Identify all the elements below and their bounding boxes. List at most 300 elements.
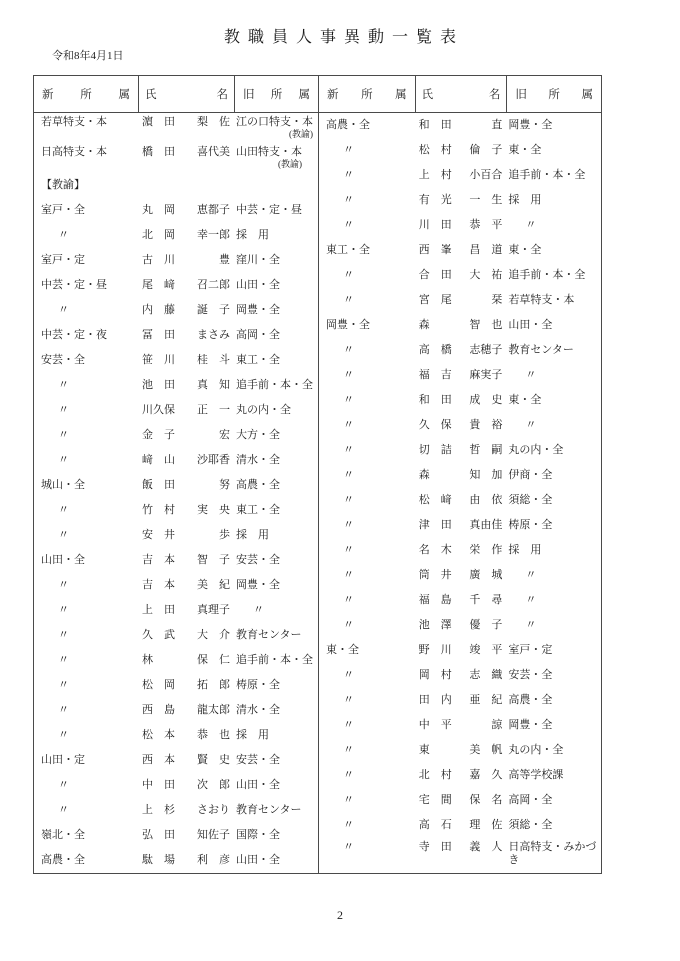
old-affiliation — [508, 644, 552, 657]
table-row — [34, 573, 318, 598]
old-affiliation-text: 追手前・本・全 — [508, 169, 586, 181]
new-affiliation-cell: 〃 — [343, 719, 354, 731]
name-cell — [415, 394, 507, 407]
old-affiliation-note: (教諭) — [278, 158, 302, 169]
surname: 池 澤 — [418, 619, 452, 631]
surname: 丸 岡 — [142, 204, 175, 216]
table-row — [319, 688, 601, 713]
old-affiliation — [508, 694, 552, 707]
old-affiliation-cell — [506, 469, 601, 482]
old-affiliation-cell — [234, 279, 318, 292]
new-affiliation-cell: 〃 — [343, 669, 354, 681]
new-affiliation-cell: 〃 — [58, 379, 69, 391]
name-cell — [138, 529, 234, 542]
header-char: 旧 — [515, 89, 527, 101]
new-affiliation-cell: 〃 — [343, 619, 354, 631]
surname: 西 本 — [142, 754, 175, 766]
table-row — [34, 223, 318, 248]
old-affiliation — [236, 204, 302, 217]
old-affiliation — [236, 529, 269, 542]
surname: 野 川 — [418, 644, 452, 656]
name-cell — [138, 379, 234, 392]
old-affiliation-text: 岡豊・全 — [236, 579, 280, 591]
old-affiliation — [508, 269, 585, 282]
old-affiliation-cell — [234, 116, 318, 141]
old-affiliation-cell — [234, 754, 318, 767]
name-cell — [138, 779, 234, 792]
old-affiliation-text: 山田特支・本 — [236, 146, 302, 158]
new-affiliation-cell: 〃 — [343, 344, 354, 356]
old-affiliation-text: 高等学校課 — [508, 769, 564, 781]
old-affiliation — [236, 146, 302, 169]
surname: 古 川 — [142, 254, 175, 266]
old-affiliation-cell — [506, 169, 601, 182]
given-name: 哲 嗣 — [469, 444, 503, 456]
name-cell — [415, 344, 507, 357]
surname: 林 — [142, 654, 153, 666]
old-affiliation — [508, 294, 574, 307]
table-row — [34, 723, 318, 748]
name-cell — [415, 194, 507, 207]
surname: 久 武 — [142, 629, 175, 641]
surname: 津 田 — [418, 519, 452, 531]
old-affiliation-cell — [234, 429, 318, 442]
table-row — [34, 143, 318, 173]
old-affiliation-cell — [506, 544, 601, 557]
header-char: 氏 — [145, 89, 157, 101]
given-name: 昌 道 — [469, 244, 503, 256]
given-name: 召二郎 — [197, 279, 230, 291]
name-cell — [415, 544, 507, 557]
old-affiliation-text: 教育センター — [236, 629, 302, 641]
surname: 飯 田 — [142, 479, 175, 491]
old-affiliation — [508, 144, 541, 157]
new-affiliation-cell: 〃 — [343, 569, 354, 581]
new-affiliation-cell: 〃 — [58, 529, 69, 541]
table-row — [319, 313, 601, 338]
header-char: 旧 — [243, 89, 255, 101]
surname: 中 田 — [142, 779, 175, 791]
given-name: 倫 子 — [469, 144, 503, 156]
old-affiliation — [525, 569, 536, 582]
header-old-affiliation — [506, 76, 601, 112]
surname: 森 — [418, 319, 430, 331]
old-affiliation — [236, 329, 280, 342]
old-affiliation-cell — [234, 704, 318, 717]
given-name: 一 生 — [469, 194, 503, 206]
new-affiliation-cell: 〃 — [58, 804, 69, 816]
name-cell — [138, 754, 234, 767]
old-affiliation-text: 日高特支・みかづき — [508, 841, 597, 866]
old-affiliation-cell — [506, 519, 601, 532]
new-affiliation-cell: 〃 — [58, 679, 69, 691]
table-row — [34, 523, 318, 548]
table-row — [319, 613, 601, 638]
old-affiliation — [525, 419, 536, 432]
given-name: 恭 平 — [469, 219, 503, 231]
old-affiliation-text: 高岡・全 — [236, 329, 280, 341]
name-cell — [138, 729, 234, 742]
surname: 筒 井 — [418, 569, 452, 581]
new-affiliation-cell: 〃 — [58, 504, 69, 516]
old-affiliation-cell — [234, 254, 318, 267]
old-affiliation — [236, 379, 313, 392]
old-affiliation-cell — [506, 244, 601, 257]
old-affiliation-text: 東・全 — [508, 394, 542, 406]
old-affiliation-text: 山田・全 — [236, 779, 280, 791]
name-cell — [138, 146, 234, 159]
table-row — [34, 848, 318, 873]
new-affiliation-cell: 〃 — [58, 429, 69, 441]
name-cell — [415, 244, 507, 257]
old-affiliation-cell — [506, 841, 601, 867]
new-affiliation-cell: 〃 — [343, 444, 354, 456]
table-row — [319, 113, 601, 138]
old-affiliation — [525, 594, 536, 607]
header-char: 属 — [581, 89, 593, 101]
name-cell — [415, 841, 507, 854]
given-name: 梨 佐 — [197, 116, 230, 128]
old-affiliation — [508, 394, 541, 407]
old-affiliation-text: 丸の内・全 — [508, 444, 564, 456]
table-row — [34, 398, 318, 423]
new-affiliation-cell: 〃 — [343, 219, 354, 231]
new-affiliation-cell: 〃 — [343, 194, 354, 206]
old-affiliation-text: 追手前・本・全 — [236, 379, 313, 391]
old-affiliation — [236, 804, 302, 817]
old-affiliation-cell — [506, 369, 601, 382]
old-affiliation-cell — [506, 669, 601, 682]
old-affiliation — [508, 119, 552, 132]
old-affiliation-text: 梼原・全 — [236, 679, 280, 691]
old-affiliation-text: 窪川・全 — [236, 254, 280, 266]
table-header-row — [319, 76, 601, 113]
old-affiliation — [236, 229, 269, 242]
table-row — [34, 598, 318, 623]
old-affiliation-cell — [506, 719, 601, 732]
name-cell — [138, 329, 234, 342]
old-affiliation-text: 東工・全 — [236, 354, 280, 366]
old-affiliation-text: 教育センター — [508, 344, 574, 356]
old-affiliation-cell — [234, 854, 318, 867]
surname: 北 村 — [418, 769, 452, 781]
old-affiliation-cell — [506, 269, 601, 282]
table-row — [319, 288, 601, 313]
given-name: 保 仁 — [197, 654, 230, 666]
table-row — [34, 323, 318, 348]
given-name: 努 — [219, 479, 230, 491]
new-affiliation-cell: 〃 — [58, 404, 69, 416]
old-affiliation-cell — [506, 494, 601, 507]
left-table-body — [34, 113, 318, 873]
table-row — [319, 663, 601, 688]
given-name: 栞 — [491, 294, 503, 306]
table-row — [319, 263, 601, 288]
table-row — [319, 513, 601, 538]
old-affiliation — [508, 769, 563, 782]
name-cell — [415, 294, 507, 307]
table-row — [34, 548, 318, 573]
table-row — [319, 588, 601, 613]
old-affiliation-cell — [506, 769, 601, 782]
name-cell — [138, 504, 234, 517]
given-name: 利 彦 — [197, 854, 230, 866]
surname: 笹 川 — [142, 354, 175, 366]
old-affiliation-cell — [506, 194, 601, 207]
old-affiliation — [236, 579, 280, 592]
given-name: 誕 子 — [197, 304, 230, 316]
name-cell — [138, 704, 234, 717]
name-cell — [415, 144, 507, 157]
old-affiliation-cell — [506, 594, 601, 607]
old-affiliation — [508, 819, 552, 832]
surname: 冨 田 — [142, 329, 175, 341]
new-affiliation-cell: 〃 — [343, 744, 354, 756]
header-char: 名 — [216, 89, 228, 101]
surname: 吉 本 — [142, 554, 175, 566]
surname: 福 吉 — [418, 369, 452, 381]
given-name: 智 也 — [469, 319, 503, 331]
given-name: 由 依 — [469, 494, 503, 506]
new-affiliation-cell: 〃 — [58, 454, 69, 466]
table-right-half — [318, 76, 601, 873]
name-cell — [138, 254, 234, 267]
given-name: 真理子 — [197, 604, 230, 616]
old-affiliation — [508, 169, 585, 182]
name-cell — [415, 744, 507, 757]
new-affiliation-cell: 〃 — [343, 144, 354, 156]
name-cell — [415, 419, 507, 432]
given-name: 実 央 — [197, 504, 230, 516]
old-affiliation — [508, 744, 563, 757]
old-affiliation-text: 追手前・本・全 — [508, 269, 586, 281]
table-row — [34, 273, 318, 298]
old-affiliation — [236, 479, 280, 492]
old-affiliation — [236, 354, 280, 367]
old-affiliation — [236, 729, 269, 742]
name-cell — [415, 169, 507, 182]
old-affiliation — [508, 519, 552, 532]
old-affiliation-cell — [506, 644, 601, 657]
given-name: 豊 — [219, 254, 230, 266]
new-affiliation-cell: 安芸・全 — [41, 354, 85, 366]
given-name: 竣 平 — [469, 644, 503, 656]
old-affiliation-cell — [506, 794, 601, 807]
old-affiliation-cell — [506, 219, 601, 232]
old-affiliation-text: 梼原・全 — [508, 519, 553, 531]
table-row — [319, 213, 601, 238]
header-name — [138, 76, 234, 112]
given-name: 真由佳 — [469, 519, 503, 531]
header-char: 属 — [395, 89, 407, 101]
given-name: 理 佐 — [469, 819, 503, 831]
old-affiliation-cell — [234, 379, 318, 392]
table-row — [34, 823, 318, 848]
new-affiliation-cell: 〃 — [343, 519, 354, 531]
header-char: 新 — [42, 89, 54, 101]
name-cell — [138, 629, 234, 642]
date-label: 令和8年4月1日 — [52, 50, 124, 62]
name-cell — [138, 854, 234, 867]
old-affiliation-text: 岡豊・全 — [508, 719, 553, 731]
surname: 尾 﨑 — [142, 279, 175, 291]
new-affiliation-cell: 室戸・定 — [41, 254, 85, 266]
old-affiliation-cell — [506, 119, 601, 132]
old-affiliation-cell — [506, 819, 601, 832]
old-affiliation — [508, 444, 563, 457]
table-row — [34, 298, 318, 323]
old-affiliation-cell — [506, 144, 601, 157]
surname: 吉 本 — [142, 579, 175, 591]
old-affiliation — [236, 654, 313, 667]
page-title: 教職員人事異動一覧表 — [223, 29, 464, 46]
new-affiliation-cell: 山田・定 — [41, 754, 85, 766]
old-affiliation — [236, 279, 280, 292]
surname: 久 保 — [418, 419, 452, 431]
old-affiliation — [508, 194, 541, 207]
header-name — [415, 76, 507, 112]
table-row — [34, 448, 318, 473]
name-cell — [138, 679, 234, 692]
table-row — [319, 138, 601, 163]
new-affiliation-cell: 〃 — [58, 704, 69, 716]
given-name: 知佐子 — [197, 829, 230, 841]
table-row — [34, 623, 318, 648]
surname: 田 内 — [418, 694, 452, 706]
new-affiliation-cell: 〃 — [343, 369, 354, 381]
given-name: まさみ — [197, 329, 230, 341]
surname: 上 田 — [142, 604, 175, 616]
name-cell — [138, 804, 234, 817]
given-name: 志穂子 — [469, 344, 503, 356]
new-affiliation-cell: 嶺北・全 — [41, 829, 85, 841]
given-name: 大 祐 — [469, 269, 503, 281]
name-cell — [415, 469, 507, 482]
old-affiliation — [508, 719, 552, 732]
table-row — [319, 563, 601, 588]
old-affiliation-text: 清水・全 — [236, 454, 280, 466]
new-affiliation-cell: 〃 — [343, 394, 354, 406]
given-name: 歩 — [219, 529, 230, 541]
header-char: 氏 — [421, 89, 434, 101]
old-affiliation — [525, 369, 536, 382]
old-affiliation — [236, 304, 280, 317]
old-affiliation-text: 〃 — [525, 569, 537, 581]
surname: 中 平 — [418, 719, 452, 731]
old-affiliation — [508, 841, 601, 866]
name-cell — [415, 569, 507, 582]
old-affiliation — [508, 494, 552, 507]
new-affiliation-cell: 〃 — [343, 169, 354, 181]
name-cell — [138, 354, 234, 367]
old-affiliation — [236, 429, 280, 442]
given-name: 拓 郎 — [197, 679, 230, 691]
header-char: 所 — [80, 89, 92, 101]
old-affiliation-cell — [234, 479, 318, 492]
surname: 西 峯 — [418, 244, 452, 256]
table-row — [319, 238, 601, 263]
given-name: 智 子 — [197, 554, 230, 566]
old-affiliation-text: 国際・全 — [236, 829, 280, 841]
given-name: 保 名 — [469, 794, 503, 806]
given-name: 小百合 — [469, 169, 503, 181]
old-affiliation-cell — [234, 779, 318, 792]
old-affiliation-text: 〃 — [253, 604, 264, 616]
name-cell — [415, 319, 507, 332]
surname: 安 井 — [142, 529, 175, 541]
name-cell — [138, 579, 234, 592]
old-affiliation — [236, 554, 280, 567]
old-affiliation — [236, 504, 280, 517]
table-row — [319, 413, 601, 438]
given-name: 成 史 — [469, 394, 503, 406]
old-affiliation-text: 丸の内・全 — [236, 404, 291, 416]
old-affiliation — [236, 704, 280, 717]
surname: 松 﨑 — [418, 494, 452, 506]
surname: 金 子 — [142, 429, 175, 441]
old-affiliation-text: 東・全 — [508, 144, 542, 156]
given-name: 志 織 — [469, 669, 503, 681]
table-header-row — [34, 76, 318, 113]
name-cell — [138, 829, 234, 842]
new-affiliation-cell: 岡豊・全 — [326, 319, 370, 331]
table-row — [319, 488, 601, 513]
given-name: 沙耶香 — [197, 454, 230, 466]
table-row — [319, 163, 601, 188]
old-affiliation-cell — [234, 654, 318, 667]
old-affiliation-cell — [234, 204, 318, 217]
old-affiliation — [508, 319, 552, 332]
table-row — [319, 363, 601, 388]
name-cell — [138, 229, 234, 242]
new-affiliation-cell: 〃 — [58, 604, 69, 616]
table-row — [34, 348, 318, 373]
old-affiliation-cell — [234, 454, 318, 467]
new-affiliation-cell: 〃 — [343, 594, 354, 606]
given-name: 桂 斗 — [197, 354, 230, 366]
header-char: 名 — [488, 89, 501, 101]
new-affiliation-cell: 〃 — [343, 269, 354, 281]
old-affiliation-cell — [234, 354, 318, 367]
surname: 切 詰 — [418, 444, 452, 456]
new-affiliation-cell: 〃 — [343, 544, 354, 556]
surname: 松 岡 — [142, 679, 175, 691]
name-cell — [415, 444, 507, 457]
new-affiliation-cell: 〃 — [343, 469, 354, 481]
old-affiliation-cell — [234, 604, 318, 617]
name-cell — [138, 304, 234, 317]
given-name: 亜 紀 — [469, 694, 503, 706]
surname: 竹 村 — [142, 504, 175, 516]
old-affiliation-cell — [506, 419, 601, 432]
old-affiliation-cell — [506, 344, 601, 357]
surname: 弘 田 — [142, 829, 175, 841]
name-cell — [415, 694, 507, 707]
old-affiliation-text: 東工・全 — [236, 504, 280, 516]
old-affiliation-text: 〃 — [525, 219, 537, 231]
new-affiliation-cell: 〃 — [58, 579, 69, 591]
page-number: 2 — [337, 908, 343, 922]
old-affiliation-text: 東・全 — [508, 244, 542, 256]
old-affiliation-text: 山田・全 — [508, 319, 553, 331]
surname: 福 島 — [418, 594, 452, 606]
new-affiliation-cell: 〃 — [58, 779, 69, 791]
table-row — [319, 463, 601, 488]
old-affiliation-text: 中芸・定・昼 — [236, 204, 302, 216]
name-cell — [415, 819, 507, 832]
new-affiliation-cell: 〃 — [343, 294, 354, 306]
surname: 合 田 — [418, 269, 452, 281]
